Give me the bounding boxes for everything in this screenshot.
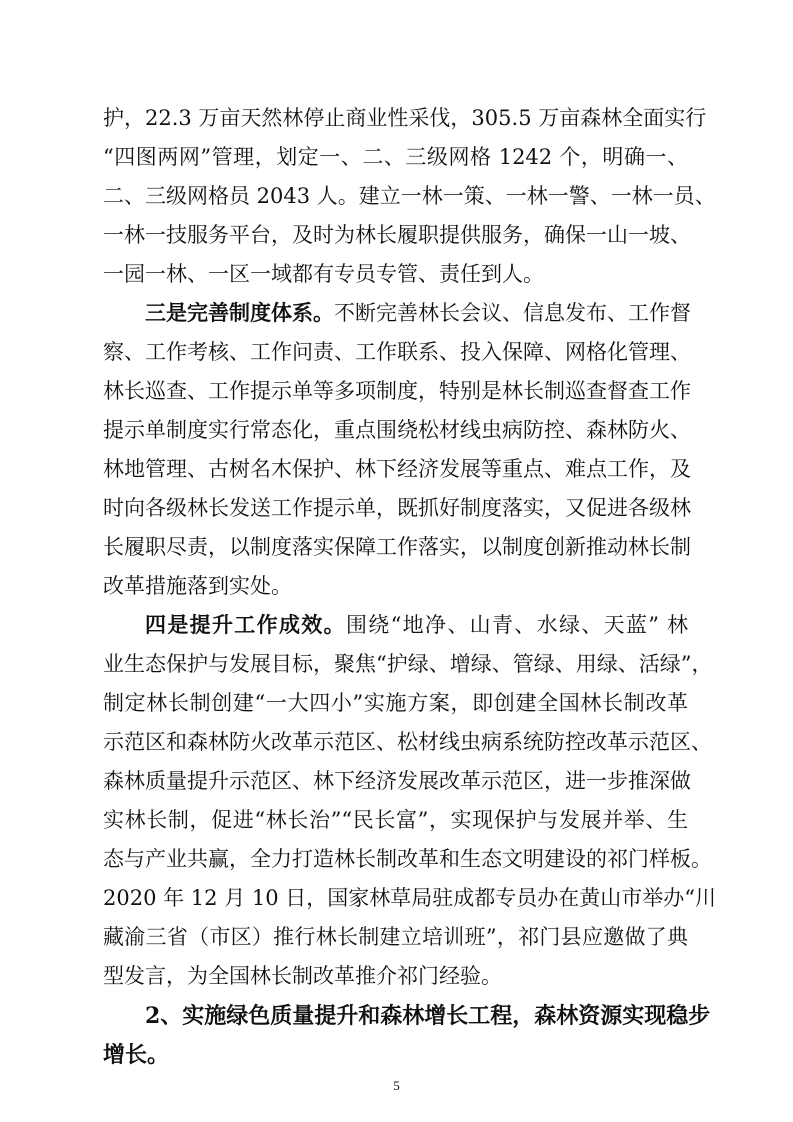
page-number: 5 (393, 1078, 400, 1093)
paragraph-line: 察、工作考核、工作问责、工作联系、投入保障、网格化管理、 (103, 340, 691, 364)
paragraph-line: 时向各级林长发送工作提示单，既抓好制度落实，又促进各级林 (103, 496, 691, 520)
paragraph-line: “四图两网”管理，划定一、二、三级网格 1242 个，明确一、 (103, 145, 688, 169)
section-4-first-line (145, 610, 688, 640)
paragraph-line: 改革措施落到实处。 (103, 574, 292, 598)
paragraph-line: 一林一技服务平台，及时为林长履职提供服务，确保一山一坡、 (103, 223, 691, 247)
section-heading-2-continued: 增长。 (103, 1042, 170, 1068)
paragraph-line: 型发言，为全国林长制改革推介祁门经验。 (103, 964, 502, 988)
section-3-text: 不断完善林长会议、信息发布、工作督 (334, 301, 691, 325)
paragraph-line: 2020 年 12 月 10 日，国家林草局驻成都专员办在黄山市举办“川 (103, 886, 716, 910)
paragraph-line: 长履职尽责，以制度落实保障工作落实，以制度创新推动林长制 (103, 535, 691, 559)
paragraph-line: 示范区和森林防火改革示范区、松材线虫病系统防控改革示范区、 (103, 730, 712, 754)
paragraph-line: 森林质量提升示范区、林下经济发展改革示范区，进一步推深做 (103, 769, 691, 793)
paragraph-line: 业生态保护与发展目标，聚焦“护绿、增绿、管绿、用绿、活绿”， (103, 652, 713, 676)
paragraph-line: 态与产业共赢，全力打造林长制改革和生态文明建设的祁门样板。 (103, 847, 712, 871)
paragraph-line: 一园一林、一区一域都有专员专管、责任到人。 (103, 262, 544, 286)
paragraph-line: 提示单制度实行常态化，重点围绕松材线虫病防控、森林防火、 (103, 418, 691, 442)
paragraph-line: 藏渝三省（市区）推行林长制建立培训班”，祁门县应邀做了典 (103, 925, 688, 949)
section-4-lead: 四是提升工作成效。 (145, 612, 346, 637)
paragraph-line: 林地管理、古树名木保护、林下经济发展等重点、难点工作，及 (103, 457, 691, 481)
section-heading-2: 2、实施绿色质量提升和森林增长工程，森林资源实现稳步 (145, 1003, 711, 1029)
section-3-lead: 三是完善制度体系。 (145, 300, 334, 325)
section-3-first-line (145, 298, 691, 328)
paragraph-line: 实林长制，促进“林长治”“民长富”，实现保护与发展并举、生 (103, 808, 688, 832)
paragraph-line: 制定林长制创建“一大四小”实施方案，即创建全国林长制改革 (103, 691, 688, 715)
paragraph-line: 护，22.3 万亩天然林停止商业性采伐，305.5 万亩森林全面实行 (103, 106, 707, 130)
section-4-text: 围绕“地净、山青、水绿、天蓝” 林 (345, 613, 689, 637)
paragraph-line: 林长巡查、工作提示单等多项制度，特别是林长制巡查督查工作 (103, 379, 691, 403)
paragraph-line: 二、三级网格员 2043 人。建立一林一策、一林一警、一林一员、 (103, 184, 716, 208)
